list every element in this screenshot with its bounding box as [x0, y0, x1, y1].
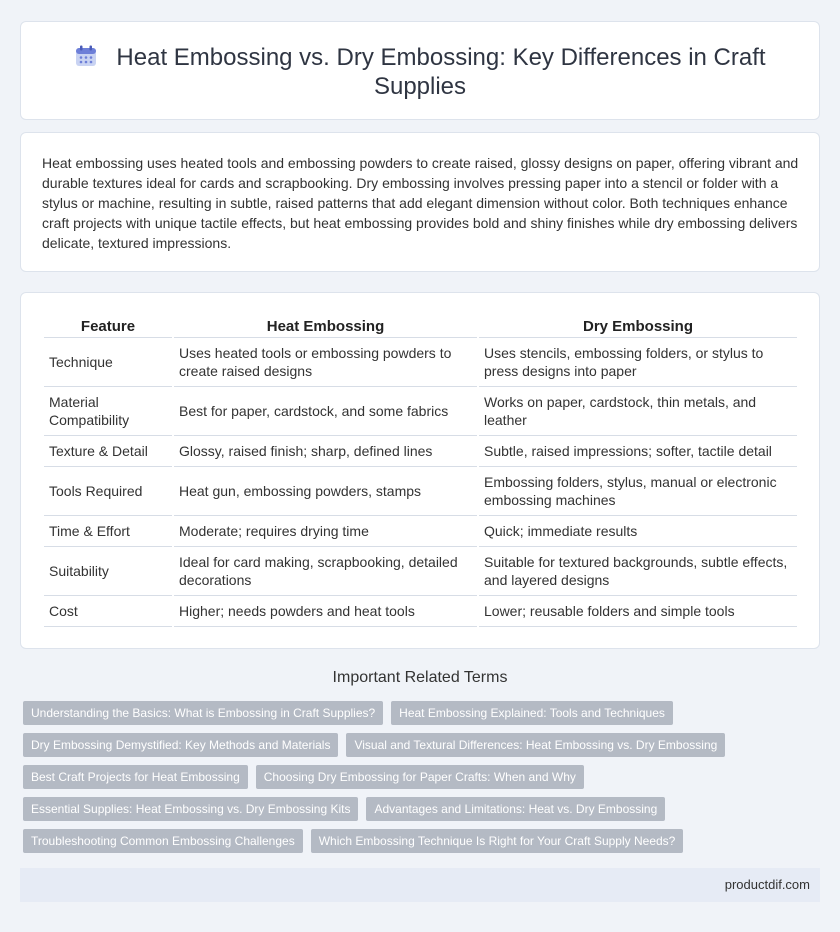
- page-title: [71, 43, 769, 101]
- tag-row: [23, 765, 803, 789]
- related-terms-list: [23, 701, 803, 861]
- table-cell-heat: Higher; needs powders and heat tools: [174, 596, 477, 627]
- column-header-feature: Feature: [44, 315, 172, 338]
- table-cell-feature: Tools Required: [44, 467, 172, 516]
- related-term-link[interactable]: Advantages and Limitations: Heat vs. Dry Embossing: [366, 797, 665, 821]
- table-cell-feature: Time & Effort: [44, 516, 172, 547]
- tag-row: [23, 733, 803, 757]
- column-header-dry: Dry Embossing: [479, 315, 797, 338]
- table-header-row: [44, 315, 797, 338]
- calendar-icon: [74, 44, 98, 68]
- table-cell-dry: Quick; immediate results: [479, 516, 797, 547]
- table-row: [44, 596, 797, 627]
- page-title-text: Heat Embossing vs. Dry Embossing: Key Differences in Craft Supplies: [116, 44, 766, 100]
- table-cell-heat: Uses heated tools or embossing powders to create raised designs: [174, 338, 477, 387]
- footer: [20, 868, 820, 902]
- comparison-table: [42, 315, 799, 627]
- table-cell-feature: Suitability: [44, 547, 172, 596]
- column-header-heat: Heat Embossing: [174, 315, 477, 338]
- comparison-card: [20, 292, 820, 649]
- related-terms-heading: Important Related Terms: [332, 669, 508, 686]
- table-cell-dry: Suitable for textured backgrounds, subtle effects, and layered designs: [479, 547, 797, 596]
- table-cell-heat: Moderate; requires drying time: [174, 516, 477, 547]
- table-row: [44, 436, 797, 467]
- table-cell-dry: Works on paper, cardstock, thin metals, and leather: [479, 387, 797, 436]
- table-cell-heat: Glossy, raised finish; sharp, defined lines: [174, 436, 477, 467]
- tag-row: [23, 797, 803, 821]
- related-term-link[interactable]: Heat Embossing Explained: Tools and Techniques: [391, 701, 673, 725]
- table-row: [44, 338, 797, 387]
- table-cell-dry: Embossing folders, stylus, manual or electronic embossing machines: [479, 467, 797, 516]
- intro-card: [20, 132, 820, 272]
- table-cell-heat: Best for paper, cardstock, and some fabrics: [174, 387, 477, 436]
- related-term-link[interactable]: Dry Embossing Demystified: Key Methods and Materials: [23, 733, 338, 757]
- table-cell-heat: Ideal for card making, scrapbooking, detailed decorations: [174, 547, 477, 596]
- table-cell-feature: Cost: [44, 596, 172, 627]
- table-cell-dry: Subtle, raised impressions; softer, tactile detail: [479, 436, 797, 467]
- footer-site-link[interactable]: productdif.com: [724, 877, 810, 892]
- related-term-link[interactable]: Troubleshooting Common Embossing Challenges: [23, 829, 303, 853]
- related-term-link[interactable]: Understanding the Basics: What is Embossing in Craft Supplies?: [23, 701, 383, 725]
- table-row: [44, 467, 797, 516]
- table-cell-feature: Texture & Detail: [44, 436, 172, 467]
- table-cell-feature: Material Compatibility: [44, 387, 172, 436]
- intro-paragraph: Heat embossing uses heated tools and embossing powders to create raised, glossy designs on paper, offering vibrant and durable textures ideal for cards and scrapbooking. Dry embossing involves pressing paper into a stencil or folder with a stylus or machine, resulting in subtle, raised patterns that add elegant dimension without color. Both techniques enhance craft projects with unique tactile effects, but heat embossing provides bold and shiny finishes while dry embossing delivers delicate, textured impressions.: [42, 155, 799, 251]
- related-term-link[interactable]: Which Embossing Technique Is Right for Your Craft Supply Needs?: [311, 829, 684, 853]
- table-cell-heat: Heat gun, embossing powders, stamps: [174, 467, 477, 516]
- table-cell-dry: Uses stencils, embossing folders, or stylus to press designs into paper: [479, 338, 797, 387]
- header-card: [20, 21, 820, 120]
- related-term-link[interactable]: Visual and Textural Differences: Heat Embossing vs. Dry Embossing: [346, 733, 725, 757]
- table-row: [44, 516, 797, 547]
- table-cell-feature: Technique: [44, 338, 172, 387]
- tag-row: [23, 701, 803, 725]
- related-term-link[interactable]: Best Craft Projects for Heat Embossing: [23, 765, 248, 789]
- related-term-link[interactable]: Essential Supplies: Heat Embossing vs. Dry Embossing Kits: [23, 797, 358, 821]
- related-term-link[interactable]: Choosing Dry Embossing for Paper Crafts: When and Why: [256, 765, 584, 789]
- tag-row: [23, 829, 803, 853]
- table-row: [44, 547, 797, 596]
- table-row: [44, 387, 797, 436]
- table-cell-dry: Lower; reusable folders and simple tools: [479, 596, 797, 627]
